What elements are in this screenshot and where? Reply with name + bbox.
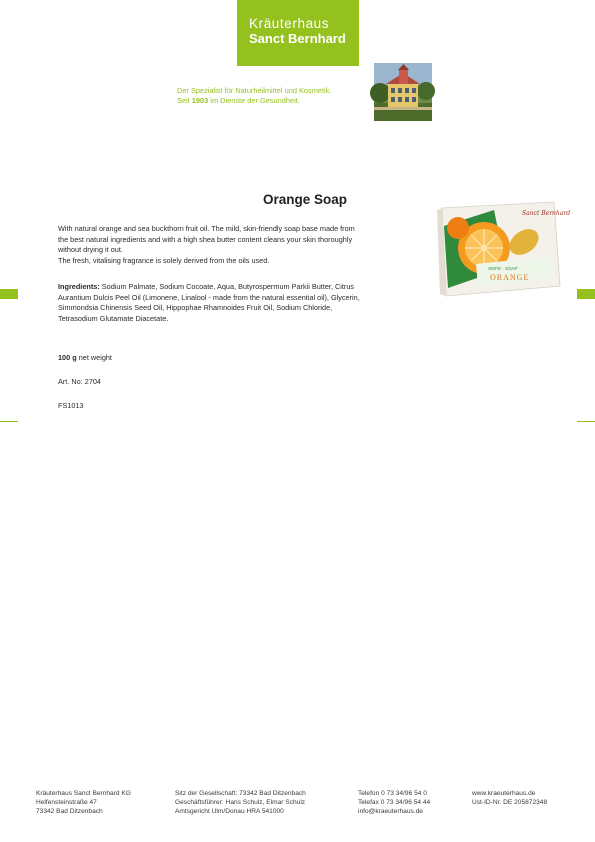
brand-logo — [237, 0, 359, 66]
footer-email[interactable]: info@kraeuterhaus.de — [358, 807, 423, 815]
product-ingredients: Ingredients: Sodium Palmate, Sodium Cocoate, Aqua, Butyrospermum Parkii Butter, Citrus Aurantium Dulcis Peel Oil (Limonene, Linalool - made from the natural essential oil), Glycerin, Simmondsia Chinensis Seed Oil, Hippophae Rhamnoides Fruit Oil, Sodium Chloride, Tetrasodium Glutamate Diacetate. — [58, 282, 360, 323]
product-description: With natural orange and sea buckthorn fruit oil. The mild, skin-friendly soap base made from the best natural ingredients and with a high shea butter content cleans your skin thoroughly without drying it out. The fresh, vitalising fragrance is solely derived from the oils used. — [58, 224, 355, 265]
article-number: Art. No: 2704 — [58, 377, 101, 386]
fold-mark-left — [0, 289, 18, 299]
product-title: Orange Soap — [262, 192, 348, 207]
footer-legal-info: Sitz der Gesellschaft: 73342 Bad Ditzenbach Geschäftsführer: Hans Schulz, Elmar Schulz Amtsgericht Ulm/Donau HRA 541000 — [175, 790, 306, 815]
company-building-photo — [374, 63, 432, 121]
package-brand-text: Sanct Bernhard — [522, 210, 571, 217]
fold-mark-right — [577, 289, 595, 299]
product-weight: 100 g net weight — [58, 353, 112, 362]
footer-web-tax: www.kraeuterhaus.de Ust-ID-Nr. DE 205872348 — [472, 790, 548, 806]
tagline — [177, 86, 331, 105]
brand-name-line1: Kräuterhaus — [249, 16, 330, 31]
package-label-top: SEIFE · SOAP — [488, 266, 518, 271]
package-label-main: ORANGE — [490, 273, 530, 282]
product-package-image — [436, 198, 571, 298]
ingredients-label: Ingredients: — [58, 282, 100, 291]
punch-mark-left — [0, 421, 18, 422]
tagline-line2: Seit 1903 im Dienste der Gesundheit. — [177, 95, 300, 105]
product-code: FS1013 — [58, 401, 84, 410]
footer-website-link[interactable]: www.kraeuterhaus.de — [472, 790, 536, 797]
punch-mark-right — [577, 421, 595, 422]
footer-contact: Telefon 0 73 34/96 54 0 Telefax 0 73 34/96 54 44 info@kraeuterhaus.de — [358, 790, 431, 815]
tagline-line1: Der Spezialist für Naturheilmittel und Kosmetik. — [177, 86, 332, 95]
founding-year: 1903 — [191, 95, 209, 105]
brand-name-line2: Sanct Bernhard — [249, 31, 346, 46]
footer-company-address: Kräuterhaus Sanct Bernhard KG Helfensteinstraße 47 73342 Bad Ditzenbach — [36, 790, 131, 815]
